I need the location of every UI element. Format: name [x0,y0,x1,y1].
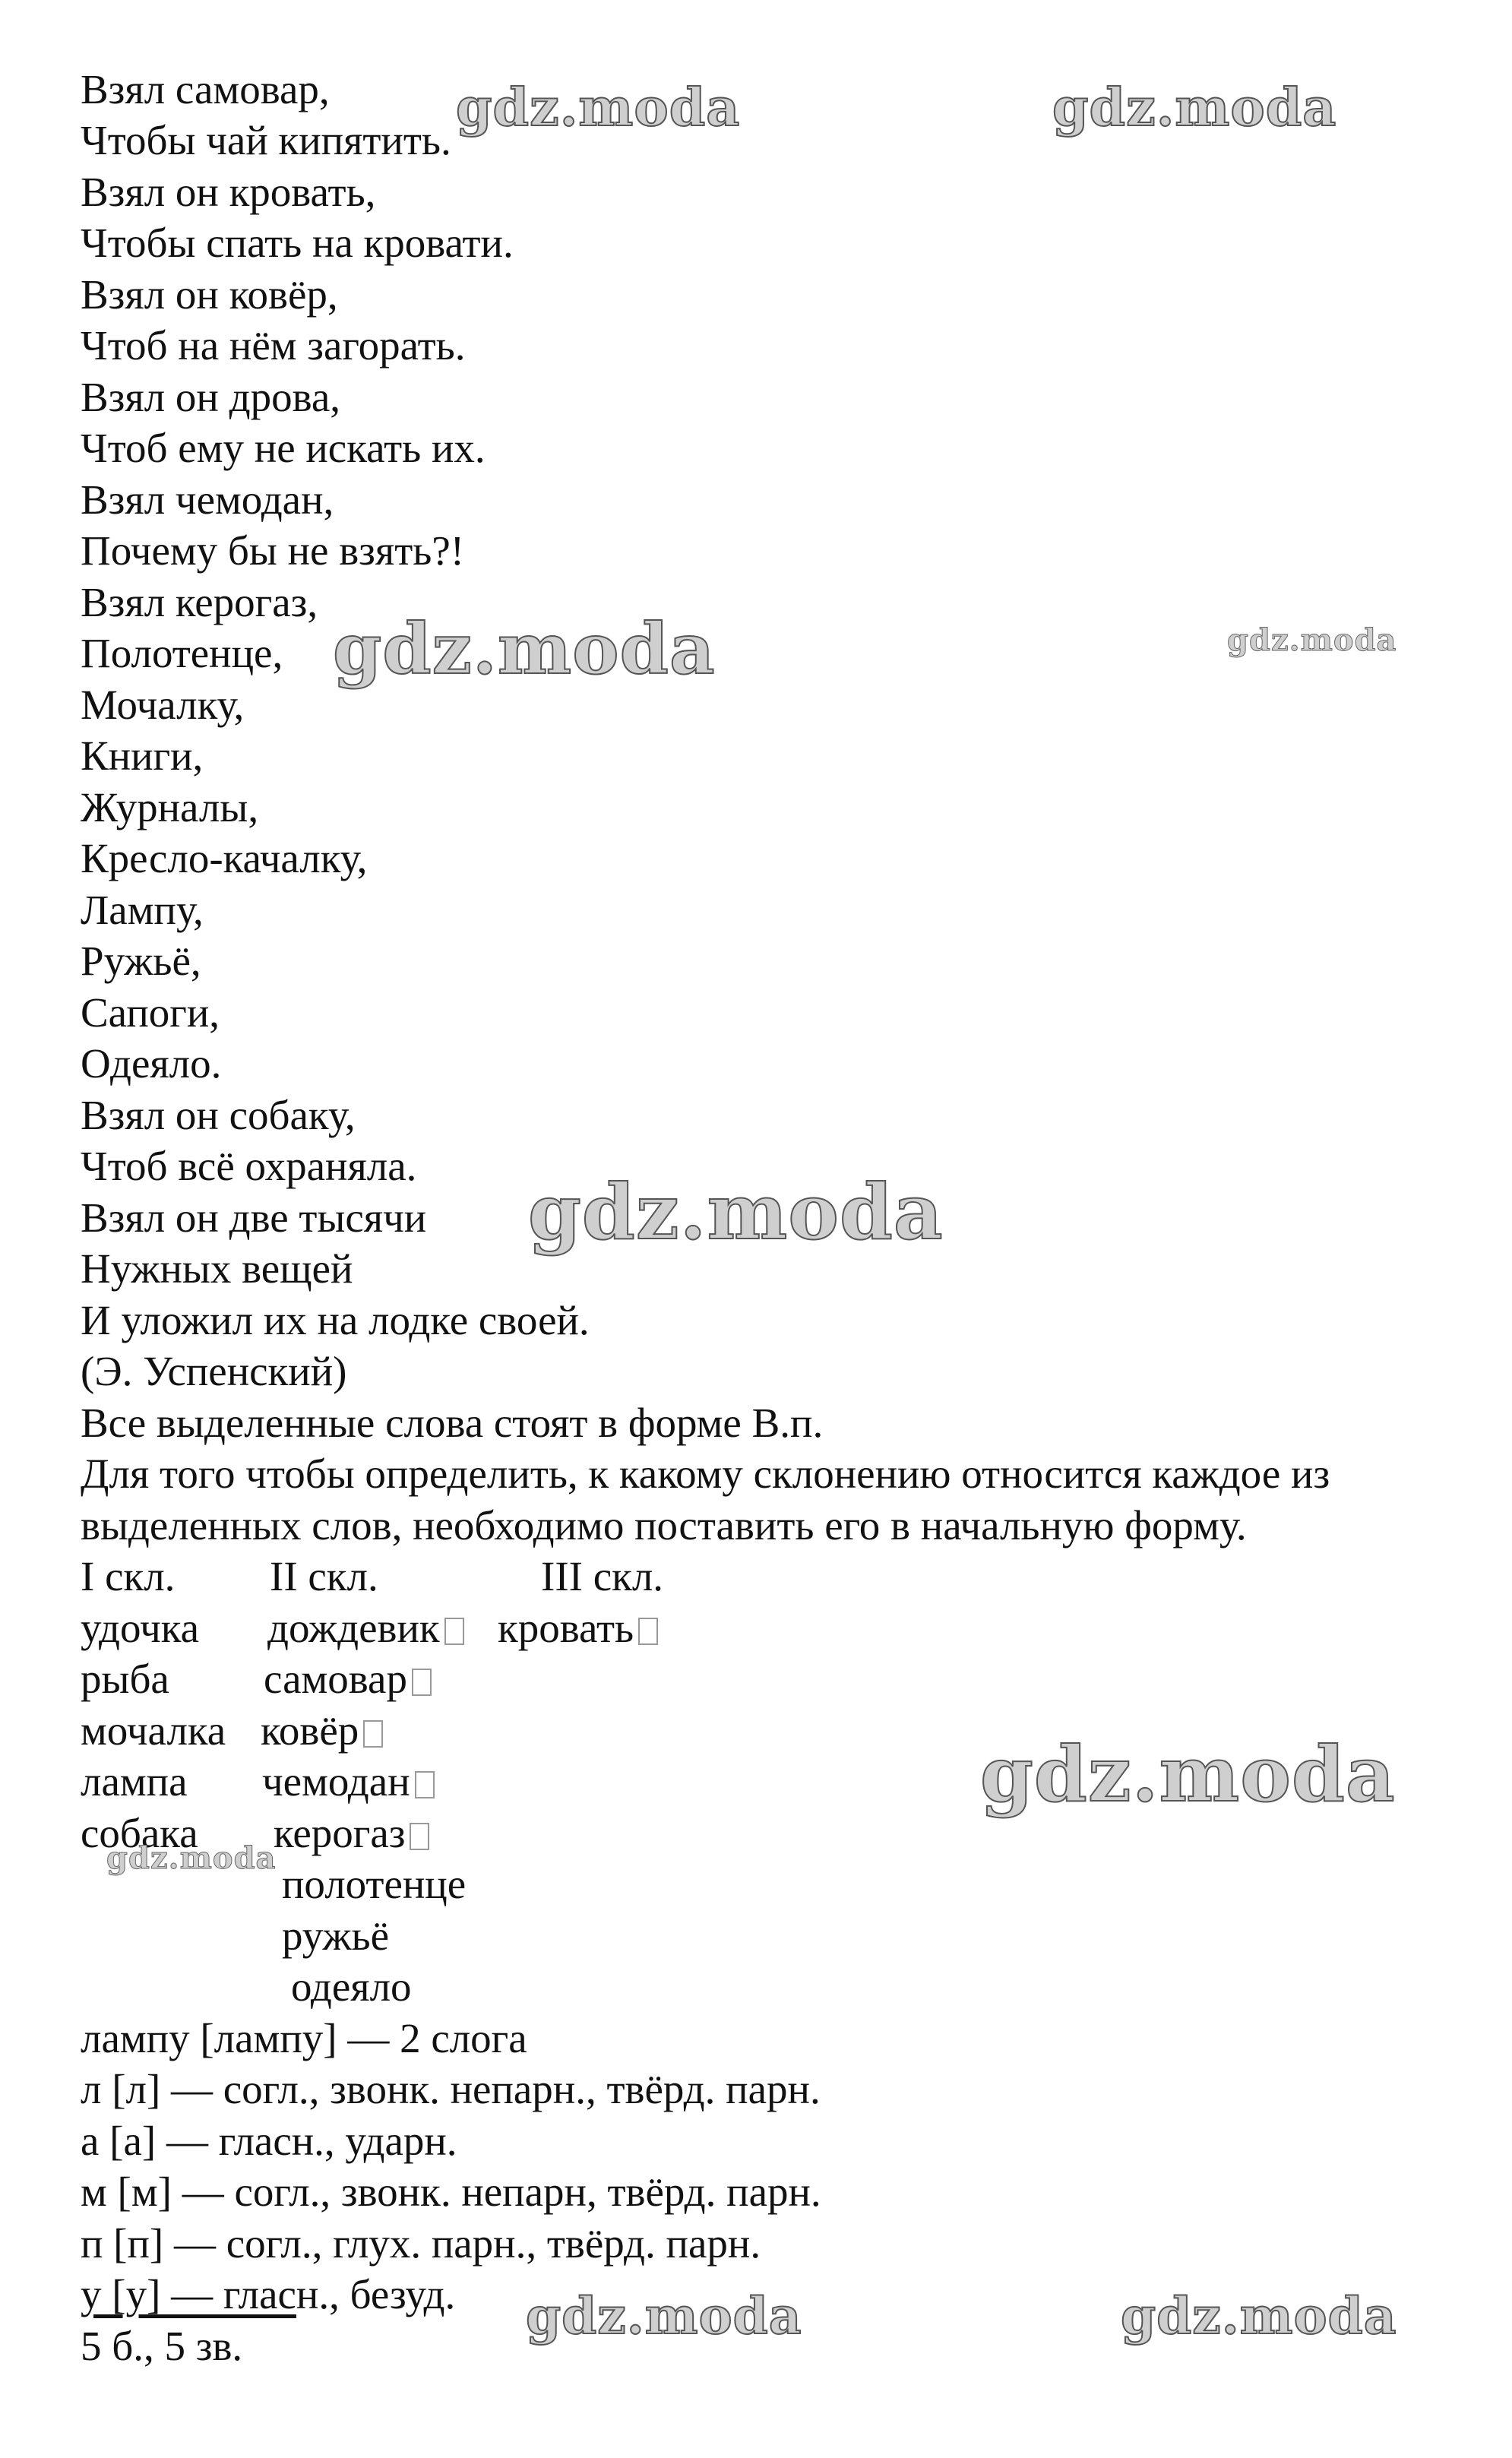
second-declension-word [274,1808,429,1859]
ending-box [638,1618,658,1645]
poem-line: Взял он ковёр, [81,271,338,318]
poem-line: Чтоб ему не искать их. [81,425,486,471]
watermark: gdz.moda [526,2286,802,2346]
word-text: дождевик [267,1605,440,1651]
explanation-line: Все выделенные слова стоят в форме В.п. [81,1400,824,1446]
poem-line: Чтоб на нём загорать. [81,322,466,369]
second-declension-word: ружьё [282,1912,390,1959]
ending-box [415,1771,435,1798]
poem-line: Журналы, [81,784,259,830]
poem-line: Взял он собаку, [81,1092,356,1138]
column-header-3: III скл. [541,1553,664,1599]
poem-line: Кресло-качалку, [81,835,368,881]
explanation-line: выделенных слов, необходимо поставить его в начальную форму. [81,1502,1247,1549]
column-header-2: II скл. [270,1553,378,1599]
poem-line: Полотенце, [81,630,283,676]
phonetic-line: а [а] — гласн., ударн. [81,2118,457,2164]
watermark: gdz.moda [980,1729,1396,1819]
phonetic-line: л [л] — согл., звонк. непарн., твёрд. парн. [81,2066,821,2112]
poem-line: Почему бы не взять?! [81,527,465,574]
word-text: самовар [264,1656,407,1702]
poem-line: Нужных вещей [81,1245,353,1292]
poem-author: (Э. Успенский) [81,1348,347,1394]
watermark: gdz.moda [528,1167,944,1257]
first-declension-word: рыба [81,1656,169,1702]
phonetic-line: лампу [лампу] — 2 слога [81,2015,527,2061]
phonetic-line: п [п] — согл., глух. парн., твёрд. парн. [81,2220,761,2267]
poem-line: Одеяло. [81,1040,222,1087]
poem-line: И уложил их на лодке своей. [81,1297,590,1343]
watermark: gdz.moda [1052,78,1337,138]
word-text: чемодан [262,1758,410,1805]
second-declension-word [267,1602,464,1654]
poem-line: Книги, [81,732,204,779]
word-text: керогаз [274,1810,406,1856]
poem-line: Ружьё, [81,938,201,984]
poem-line: Сапоги, [81,989,220,1036]
third-declension-word [498,1602,658,1654]
poem-line: Чтобы чай кипятить. [81,117,451,163]
poem-line: Мочалку, [81,682,245,728]
poem-line: Взял керогаз, [81,579,318,625]
poem-line: Лампу, [81,887,204,933]
ending-box [363,1720,383,1748]
poem-line: Чтоб всё охраняла. [81,1143,417,1189]
watermark: gdz.moda [1121,2286,1397,2346]
first-declension-word: собака [81,1810,198,1856]
first-declension-word: мочалка [81,1707,226,1754]
column-header-1: I скл. [81,1553,176,1599]
phonetic-line [81,2269,455,2320]
phonetic-line: м [м] — согл., звонк. непарн, твёрд. парн. [81,2169,821,2215]
poem-line: Взял он дрова, [81,374,340,420]
second-declension-word: одеяло [291,1963,412,2010]
poem-line: Взял он две тысячи [81,1194,427,1241]
watermark: gdz.moda [1227,622,1397,658]
word-text: ковёр [261,1707,359,1754]
first-declension-word: удочка [81,1605,200,1651]
watermark: gdz.moda [333,608,716,690]
watermark: gdz.moda [456,78,741,138]
watermark: gdz.moda [106,1840,277,1876]
second-declension-word [261,1705,383,1757]
underlined-text: у [у] — глас [81,2271,296,2317]
explanation-line: Для того чтобы определить, к какому склонению относится каждое из [81,1450,1330,1497]
phonetic-summary: 5 б., 5 зв. [81,2323,243,2369]
plain-text: н., безуд. [296,2271,456,2317]
second-declension-word: полотенце [282,1861,467,1907]
poem-line: Чтобы спать на кровати. [81,220,514,266]
ending-box [410,1823,429,1850]
poem-line: Взял самовар, [81,66,330,112]
second-declension-word [262,1756,435,1808]
ending-box [444,1618,464,1645]
word-text: кровать [498,1605,634,1651]
poem-line: Взял чемодан, [81,476,334,523]
poem-line: Взял он кровать, [81,169,376,215]
second-declension-word [264,1653,432,1705]
ending-box [412,1669,432,1696]
first-declension-word: лампа [81,1758,188,1805]
